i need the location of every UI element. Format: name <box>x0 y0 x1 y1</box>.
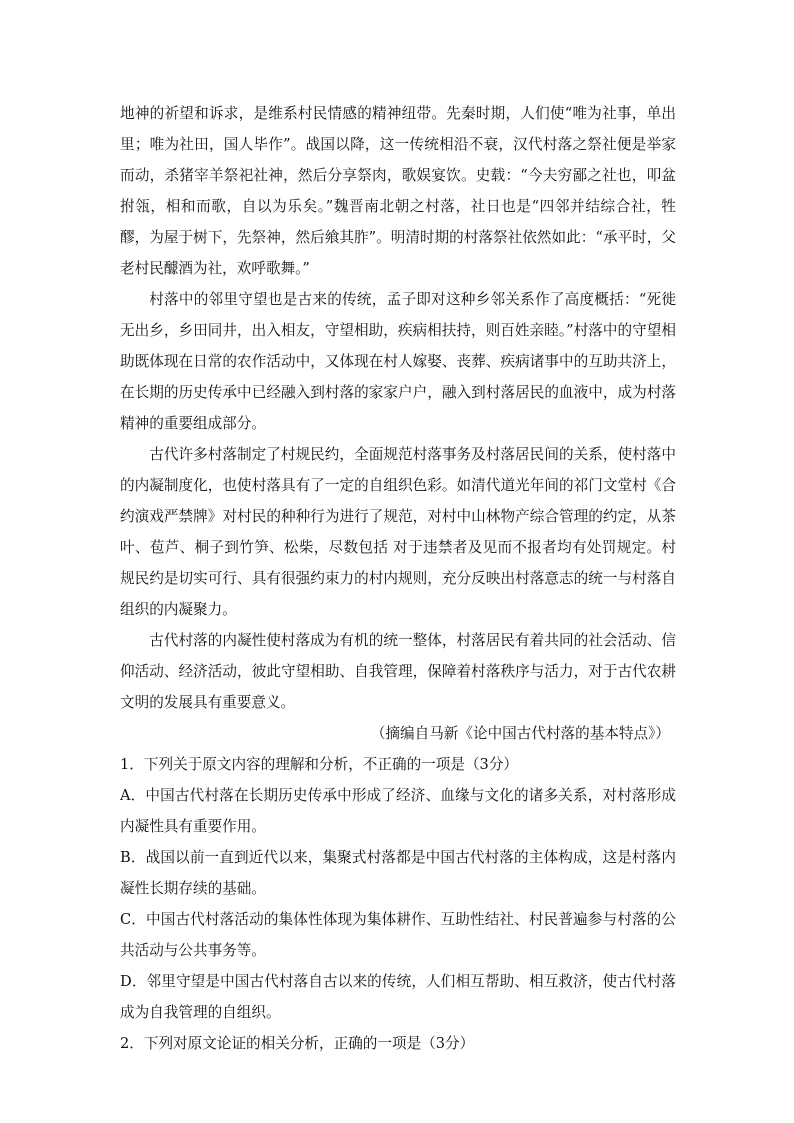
paragraph-1: 地神的祈望和诉求，是维系村民情感的精神纽带。先秦时期，人们使“唯为社事，单出里；唯为社田，国人毕作”。战国以降，这一传统相沿不衰，汉代村落之祭社便是举家而动，杀猪宰羊祭祀社神，然后分享祭肉，歌娱宴饮。史载：“今夫穷鄙之社也，叩盆拊瓴，相和而歌，自以为乐矣。”魏晋南北朝之村落，社日也是“四邻并结综合社，牲醪，为屋于树下，先祭神，然后飨其胙”。明清时期的村落祭社依然如此：“承平时，父老村民醵酒为社，欢呼歌舞。” <box>120 105 676 277</box>
question-1-option-a: A．中国古代村落在长期历史传承中形成了经济、血缘与文化的诸多关系，对村落形成内凝性具有重要作用。 <box>120 787 676 835</box>
question-2-stem: 2．下列对原文论证的相关分析，正确的一项是（3分） <box>120 1035 475 1052</box>
question-1-option-b: B．战国以前一直到近代以来，集聚式村落都是中国古代村落的主体构成，这是村落内凝性长期存续的基础。 <box>120 849 676 897</box>
question-1-option-d: D．邻里守望是中国古代村落自古以来的传统，人们相互帮助、相互救济，使古代村落成为自我管理的自组织。 <box>120 973 676 1021</box>
question-1-stem: 1．下列关于原文内容的理解和分析，不正确的一项是（3分） <box>120 756 519 773</box>
question-1-option-c: C．中国古代村落活动的集体性体现为集体耕作、互助性结社、村民普遍参与村落的公共活动与公共事务等。 <box>120 911 676 959</box>
paragraph-4: 古代村落的内凝性使村落成为有机的统一整体，村落居民有着共同的社会活动、信仰活动、经济活动，彼此守望相助、自我管理，保障着村落秩序与活力，对于古代农耕文明的发展具有重要意义。 <box>120 632 676 711</box>
source-citation: （摘编自马新《论中国古代村落的基本特点》） <box>370 725 670 742</box>
paragraph-2: 村落中的邻里守望也是古来的传统，孟子即对这种乡邻关系作了高度概括：“死徙无出乡，乡田同井，出入相友，守望相助，疾病相扶持，则百姓亲睦。”村落中的守望相助既体现在日常的农作活动中，又体现在村人嫁娶、丧葬、疾病诸事中的互助共济上，在长期的历史传承中已经融入到村落的家家户户，融入到村落居民的血液中，成为村落精神的重要组成部分。 <box>120 291 676 432</box>
document-page <box>120 98 676 1059</box>
paragraph-3: 古代许多村落制定了村规民约，全面规范村落事务及村落居民间的关系，使村落中的内凝制度化，也使村落具有了一定的自组织色彩。如清代道光年间的祁门文堂村《合约演戏严禁牌》对村民的种种行为进行了规范，对村中山林物产综合管理的约定，从茶叶、苞芦、桐子到竹笋、松柴，尽数包括 对于违禁者及见而不报者均有处罚规定。村规民约是切实可行、具有很强约束力的村内规则，充分反映出村落意志的统一与村落自组织的内凝聚力。 <box>120 446 676 618</box>
